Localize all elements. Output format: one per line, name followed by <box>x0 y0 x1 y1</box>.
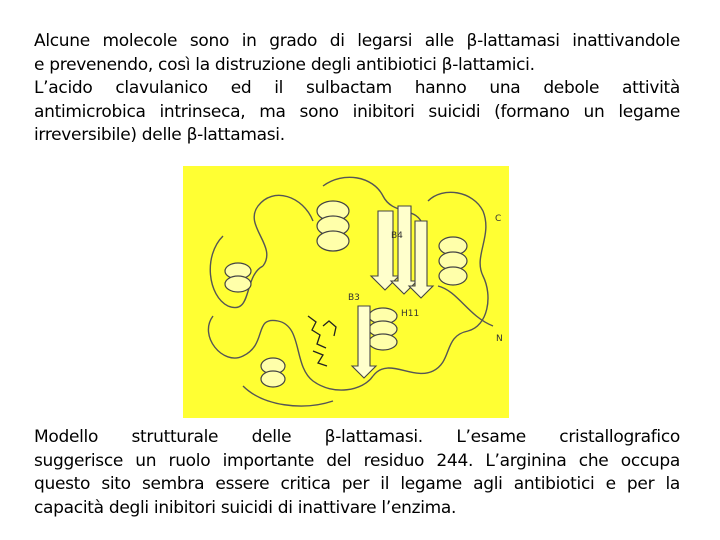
intro-line: antimicrobica intrinseca, ma sono inibitori suicidi (formano un legame <box>34 101 680 122</box>
protein-ribbon-diagram <box>183 166 509 418</box>
caption-line: capacità degli inibitori suicidi di inattivare l’enzima. <box>34 497 457 518</box>
label-b3: B3 <box>348 293 360 303</box>
intro-line: e prevenendo, così la distruzione degli antibiotici β-lattamici. <box>34 54 535 75</box>
intro-line: Alcune molecole sono in grado di legarsi alle β-lattamasi inattivandole <box>34 31 680 51</box>
label-c-terminus: C <box>495 214 502 224</box>
intro-line: L’acido clavulanico ed il sulbactam hanno una debole attività <box>34 78 680 98</box>
label-h11: H11 <box>401 309 420 319</box>
beta-lactamase-ribbon-model <box>183 166 509 418</box>
label-b4: B4 <box>391 231 403 241</box>
caption-line: suggerisce un ruolo importante del residuo 244. L’arginina che occupa <box>34 450 680 471</box>
intro-line: irreversibile) delle β-lattamasi. <box>34 125 285 145</box>
caption-paragraph <box>34 426 680 520</box>
label-n-terminus: N <box>496 334 503 344</box>
intro-paragraph <box>34 30 680 148</box>
caption-line: questo sito sembra essere critica per il legame agli antibiotici e per la <box>34 474 680 494</box>
caption-line: Modello strutturale delle β-lattamasi. L’esame cristallografico <box>34 427 680 447</box>
